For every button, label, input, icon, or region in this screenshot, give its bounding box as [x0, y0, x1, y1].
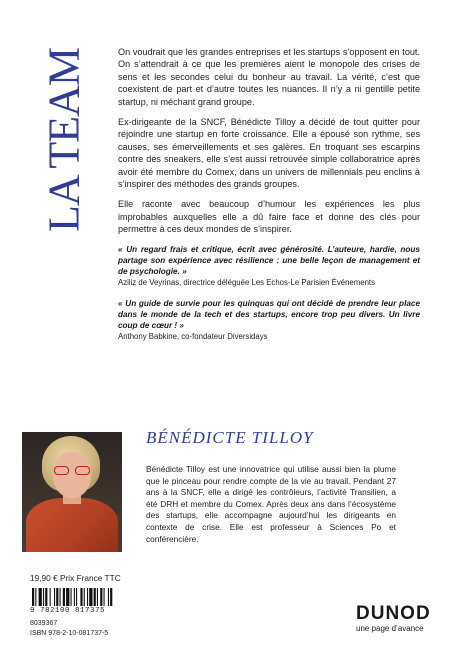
barcode	[30, 588, 150, 606]
barcode-number: 9 782100 817375	[30, 607, 106, 615]
photo-glasses	[53, 466, 91, 476]
photo-jacket	[26, 498, 118, 552]
quote-block	[118, 244, 420, 288]
paragraph: Elle raconte avec beaucoup d’humour les expériences les plus improbables auxquelles elle a dû faire face et donne des clés pour permettre à ces deux mondes de s’inspirer.	[118, 199, 420, 235]
author-name: BÉNÉDICTE TILLOY	[146, 428, 314, 447]
barcode-graphic	[30, 588, 150, 606]
product-code: 8039367	[30, 620, 58, 627]
price: 19,90 € Prix France TTC	[30, 573, 121, 583]
vertical-title	[39, 47, 89, 233]
quote-block	[118, 298, 420, 342]
publisher-logo: DUNOD	[356, 603, 431, 624]
isbn: ISBN 978-2-10-081737-5	[30, 630, 109, 637]
paragraph: Ex-dirigeante de la SNCF, Bénédicte Tilloy a décidé de tout quitter pour rejoindre une startup en forte croissance. Elle a épousé son rythme, ses causes, ses émerveillements et ses galères. En troquant ses escarpins contre des sneakers, elle s’est aussi retrouvée simple collaboratrice après avoir été membre du Comex, dans un univers de millennials peu enclins à s’inspirer des méthodes des grands groupes.	[118, 117, 420, 190]
main-text-block	[118, 46, 420, 352]
quote-author: Anthony Babkine, co-fondateur Diversidays	[118, 331, 268, 341]
publisher-tagline: une page d’avance	[356, 624, 424, 633]
vertical-title-text: LA TEAM	[39, 47, 89, 233]
author-photo	[22, 432, 122, 552]
quote-author: Aziliz de Veyrinas, directrice déléguée Les Echos-Le Parisien Événements	[118, 277, 376, 287]
paragraph: On voudrait que les grandes entreprises et les startups s’opposent en tout. On s’attendrait à ce que les premières aient le monopole des crises de sens et les secondes celui du bonheur au travail. La vérité, c’est que coexistent de part et d’autre toutes les nuances. Il n’y a ni gentille petite startup, ni méchant grand groupe.	[118, 47, 420, 107]
author-bio: Bénédicte Tilloy est une innovatrice qui utilise aussi bien la plume que le pinceau pour rendre compte de la vie au travail. Pendant 27 ans à la SNCF, elle a dirigé les contrôleurs, l’activité Transilien, a été DRH et membre du Comex. Après deux ans dans l’écosystème des startups, elle accompagne aujourd’hui les dirigeants en contexte de crise. Elle est professeur à Sciences Po et conférencière.	[146, 464, 396, 544]
quote-text: « Un regard frais et critique, écrit avec générosité. L’auteure, hardie, nous partage son expérience avec résilience : une belle leçon de management et de psychologie. »	[118, 244, 420, 276]
quote-text: « Un guide de survie pour les quinquas qui ont décidé de prendre leur place dans le monde de la tech et des startups, encore trop peu divers. Un livre coup de cœur ! »	[118, 298, 420, 330]
